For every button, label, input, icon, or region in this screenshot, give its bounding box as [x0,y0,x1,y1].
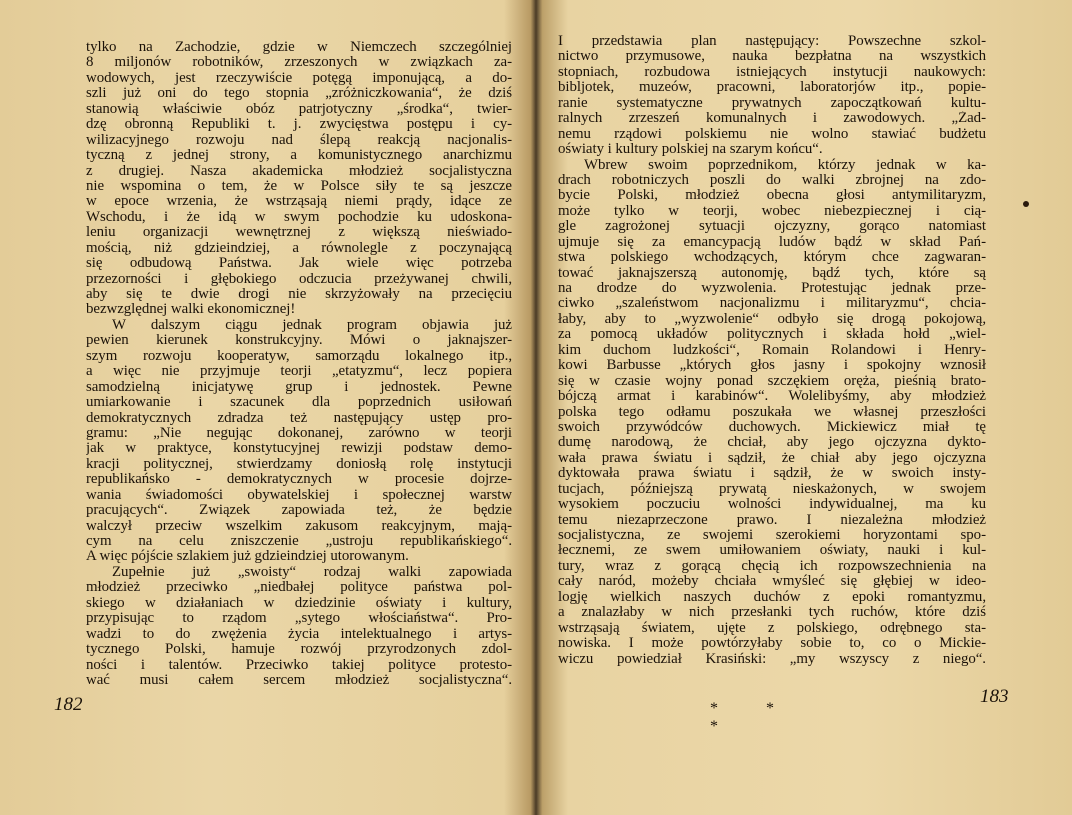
text-line: skiego w działaniach w dziedzinie oświaty i kultury, [86,595,512,611]
text-line: A więc pójście szlakiem już gdzieindziej utorowanym. [86,549,409,565]
text-line: cym na celu zniszczenie „ustroju republikańskiego“. [86,534,512,549]
text-line: republikańsko - demokratycznych w procesie dojrze- [86,472,512,488]
text-line: a znalazłaby w nich przesłanki tych ruchów, które dziś [558,605,986,621]
left-page [0,0,534,815]
text-line: wstrząsają światem, ujęte z polskiego, odrębnego sta- [558,620,986,636]
text-line: wała prawa światu i sądził, że chiał aby jego ojczyzna [558,450,986,466]
text-line: socjalistyczna, ze swojemi szerokiemi horyzontami spo- [558,528,986,543]
text-line: wać musi całem sercem młodzież socjalistyczna“. [86,672,512,688]
text-line: ralnych zrzeszeń komunalnych i zawodowych. „Żad- [558,111,986,127]
text-line: tucjach, późniejszą prywatą nieskażonych, w swojem [558,481,986,497]
text-line: w epoce wrzenia, że wstrząsają niemi prądy, idące ze [86,194,512,210]
text-line: temu niezaprzeczone prawo. I niezależna młodzież [558,512,986,528]
text-line: gramu: „Nie negując dokonanej, zarówno w teorji [86,425,512,441]
text-line: tować jaknajszerszą autonomję, bądź tych, które są [558,265,986,281]
text-line: demokratycznych zdradza też następujący ustęp pro- [86,410,512,426]
text-line: mością, niż gdzieindziej, a równolegle z poczynającą [86,240,512,256]
text-line: szym rozwoju kooperatyw, samorządu lokalnego itp., [86,348,512,364]
text-line: na drodze do wyzwolenia. Protestując jednak prze- [558,281,986,296]
text-line: Zupełnie już „swoisty“ rodzaj walki zapowiada [112,564,512,580]
text-line: ranie systematyczne prywatnych zapoczątkowań kultu- [558,95,986,111]
text-line: bezwzględnej walki ekonomicznej! [86,302,296,318]
right-page-text [558,34,986,667]
text-line: może tylko w teorji, wobec niebezpiecznej i cią- [558,203,986,219]
text-line: kim duchom ludzkości“, Romain Rolandowi i Henry- [558,342,986,358]
text-line: tycznego Polski, hamuje rozwój przyrodzonych zdol- [86,642,512,658]
text-line: dyktowała prawa światu i sądził, że w swoich insty- [558,466,986,482]
text-line: wodowych, jest rzeczywiście potęgą imponującą, a do- [86,70,512,86]
text-line: kowi Barbusse „których głos jasny i spokojny wznosił [558,358,986,374]
text-line: wadzi to do zwężenia życia intelektualnego i artys- [86,626,512,642]
text-line: bójczą armat i karabinów“. Wolelibyśmy, aby młodzież [558,389,986,405]
text-line: się w czasie wojny ponad szczękiem oręża, pieśnią brato- [558,373,986,389]
text-line: bycie Polski, młodzież obecna głosi antymilitaryzm, [558,188,986,204]
text-line: tury, wraz z gorącą chęcią ich rozpowszechnienia na [558,558,986,574]
text-line: 8 miljonów robotników, zrzeszonych w związkach za- [86,55,512,71]
text-line: nowiska. I może powtórzyłaby sobie to, co o Mickie- [558,636,986,652]
section-break-asterisks [710,698,810,735]
text-line: gle zagrożonej sytuacji ojczyzny, gorąco natomiast [558,219,986,235]
text-line: nemu rządowi polskiemu nie wolno stawiać budżetu [558,126,986,142]
text-line: umiarkowanie i szacunek dla poprzednich usiłowań [86,395,512,411]
text-line: swoich przywódców duchowych. Mickiewicz miał tę [558,419,986,435]
text-line: jak w praktyce, konstytucyjnej rewizji podstaw demo- [86,441,512,457]
text-line: cały naród, możeby chciała wmyśleć się głębiej w ideo- [558,574,986,590]
text-line: Wbrew swoim poprzednikom, którzy jednak w ka- [584,157,986,173]
text-line: dzę obronną Republiki t. j. zwycięstwa postępu i cy- [86,117,512,133]
text-line: walczył przeciw wszelkim zakusom reakcyjnym, mają- [86,518,512,534]
text-line: nictwo przymusowe, nauka bezpłatna na wszystkich [558,49,986,65]
text-line: nie wspomina o tem, że w Polsce siły te są jeszcze [86,178,512,194]
text-line: oświaty i kultury polskiej na szarym końcu“. [558,142,823,158]
text-line: przezorności i głębokiego odczucia przeżywanej chwili, [86,271,512,287]
text-line: polska tego odłamu poszukała we własnej przeszłości [558,404,986,420]
text-line: się odbudową Państwa. Jak wiele więc potrzeba [86,256,512,272]
text-line: pracujących“. Związek zapowiada też, że będzie [86,503,512,519]
text-line: łaby, aby to „wyzwolenie“ odbyło się drogą pokojową, [558,311,986,327]
text-line: łecznemi, ze swem umiłowaniem oświaty, nauki i kul- [558,543,986,559]
ink-dot-mark [1023,201,1029,207]
text-line: wiczu powiedział Krasiński: „my wszyscy z niego“. [558,651,986,667]
text-line: ciwko „szaleństwom nacjonalizmu i militaryzmu“, chcia- [558,296,986,312]
text-line: samodzielną inicjatywę grup i jednostek. Pewne [86,379,512,395]
text-line: z drugiej. Nasza akademicka młodzież socjalistyczna [86,163,512,179]
text-line: stwa polskiego wchodzących, którym chce zagwaran- [558,250,986,266]
right-page-number: 183 [980,686,1009,707]
asterisk-glyphs: * * * [710,700,796,735]
text-line: za pomocą układów politycznych i składa hołd „wiel- [558,327,986,343]
text-line: dumę narodową, że chciał, aby jego ojczyzna dykto- [558,435,986,451]
text-line: I przedstawia plan następujący: Powszechne szkol- [558,34,986,49]
text-line: aby się te dwie drogi nie skrzyżowały na przecięciu [86,287,512,302]
text-line: bibljotek, muzeów, pracowni, laboratorjów itp., popie- [558,80,986,96]
text-line: wilizacyjnego rozwoju nad ślepą reakcją nacjonalis- [86,132,512,148]
text-line: ujmuje się za emancypacją ludów bądź w skład Pań- [558,234,986,250]
text-line: Wschodu, i że idą w swym pochodzie ku udoskona- [86,209,512,225]
text-line: tylko na Zachodzie, gdzie w Niemczech szczególniej [86,40,512,55]
text-line: logję wielkich naszych duchów z epoki romantyzmu, [558,589,986,605]
text-line: pewien kierunek konstrukcyjny. Mówi o jaknajszer- [86,333,512,349]
text-line: a więc nie przyjmuje teorji „etatyzmu“, lecz popiera [86,364,512,380]
text-line: leniu organizacji wewnętrznej z większą nieświado- [86,225,512,241]
text-line: tyczną z jednej strony, a komunistycznego anarchizmu [86,148,512,164]
left-page-text [86,40,512,688]
text-line: stanowią właściwie obóz patrjotyczny „środka“, twier- [86,101,512,117]
text-line: drach robotniczych poszli do walki zbrojnej na zdo- [558,172,986,188]
text-line: młodzież przeciwko „niedbałej polityce państwa pol- [86,580,512,596]
text-line: kracji politycznej, stwierdzamy doniosłą rolę instytucji [86,456,512,472]
text-line: szli już oni do tego stopnia „zróżniczkowania“, że dziś [86,86,512,102]
text-line: przypisując to rządom „sytego włościaństwa“. Pro- [86,611,512,627]
text-line: wysokiem poczuciu wolności indywidualnej, ma ku [558,497,986,513]
text-line: W dalszym ciągu jednak program objawia już [112,317,512,333]
text-line: stopniach, rozbudowa istniejących instytucji naukowych: [558,64,986,80]
left-page-number: 182 [54,694,83,715]
text-line: ności i talentów. Przeciwko takiej polityce protesto- [86,657,512,673]
text-line: wania świadomości obywatelskiej i społecznej warstw [86,487,512,503]
